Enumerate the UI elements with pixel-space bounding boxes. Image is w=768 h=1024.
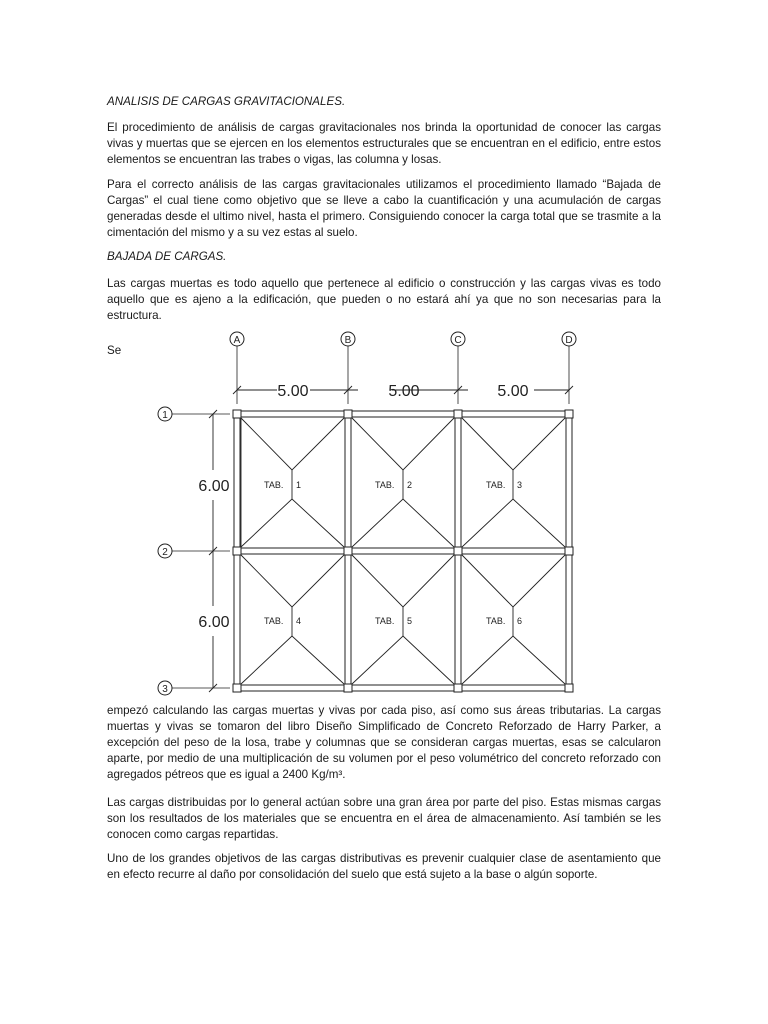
distributed-loads-paragraph: Las cargas distribuidas por lo general actúan sobre una gran área por parte del piso. Estas mismas cargas son los resultados de los materiales que se encuentra en el área de almacenamiento. Así también se les conocen como cargas repartidas. (107, 796, 661, 841)
panel-tab-1 (241, 418, 344, 547)
axis-a (230, 332, 244, 404)
axis-3 (158, 681, 230, 695)
panel-6-number: 6 (517, 616, 523, 626)
axis-2-label: 2 (162, 547, 168, 558)
beam-grid (234, 411, 572, 691)
se-word: Se (107, 344, 122, 357)
panel-tab-2 (352, 418, 454, 547)
panel-1-number: 1 (296, 480, 302, 490)
axis-c (451, 332, 465, 404)
panel-5-label: TAB. (375, 616, 395, 626)
panel-tab-4 (241, 555, 344, 684)
panel-6-label: TAB. (486, 616, 506, 626)
panel-4-label: TAB. (264, 616, 284, 626)
section-subtitle: BAJADA DE CARGAS. (107, 250, 227, 263)
structural-floor-plan (150, 326, 590, 698)
panel-tab-6 (462, 555, 565, 684)
document-title: ANALISIS DE CARGAS GRAVITACIONALES. (107, 95, 346, 108)
axis-d (562, 332, 576, 404)
axis-1-label: 1 (162, 410, 168, 421)
horizontal-dimension-line (233, 383, 573, 400)
panel-tab-3 (462, 418, 565, 547)
axis-3-label: 3 (162, 684, 168, 695)
dimension-ab: 5.00 (277, 383, 309, 400)
axis-2 (158, 544, 230, 558)
axis-d-label: D (565, 335, 573, 346)
panel-1-label: TAB. (264, 480, 284, 490)
axis-b-label: B (344, 335, 352, 346)
axis-c-label: C (454, 335, 462, 346)
dimension-23: 6.00 (198, 614, 230, 631)
row-axes (158, 407, 230, 695)
dimension-bc: 5.00 (388, 383, 420, 400)
panel-3-label: TAB. (486, 480, 506, 490)
columns (233, 410, 573, 692)
axis-b (341, 332, 355, 404)
panel-5-number: 5 (407, 616, 413, 626)
axis-1 (158, 407, 230, 421)
panel-tab-5 (352, 555, 454, 684)
panel-4-number: 4 (296, 616, 302, 626)
panel-3-number: 3 (517, 480, 523, 490)
intro-paragraph: El procedimiento de análisis de cargas gravitacionales nos brinda la oportunidad de conocer las cargas vivas y muertas que se ejercen en los elementos estructurales que se encuentran en el edificio, entre estos elementos se encuentran las trabes o vigas, las columna y losas. (107, 121, 661, 166)
panel-2-label: TAB. (375, 480, 395, 490)
dimension-cd: 5.00 (497, 383, 529, 400)
dimension-12: 6.00 (198, 478, 230, 495)
axis-a-label: A (233, 335, 241, 346)
definition-paragraph: Las cargas muertas es todo aquello que pertenece al edificio o construcción y las cargas vivas es todo aquello que es ajeno a la edificación, que pueden o no estará ahí ya que no son necesarias para la estructura. (107, 277, 661, 322)
procedure-paragraph: Para el correcto análisis de las cargas gravitacionales utilizamos el procedimiento llamado “Bajada de Cargas” el cual tiene como objetivo que se lleve a cabo la cuantificación y una acumulación de cargas generadas desde el ultimo nivel, hasta el primero. Consiguiendo conocer la carga total que se trasmite a la cimentación del mismo y a su vez estas al suelo. (107, 178, 661, 239)
panel-2-number: 2 (407, 480, 413, 490)
continuation-paragraph: empezó calculando las cargas muertas y vivas por cada piso, así como sus áreas tributarias. La cargas muertas y vivas se tomaron del libro Diseño Simplificado de Concreto Reforzado de Harry Parker, a excepción del peso de la losa, trabe y columnas que se consideran cargas muertas, esas se calcularon aparte, por medio de una multiplicación de su volumen por el peso volumétrico del concreto reforzado con agregados pétreos que es igual a 2400 Kg/m³. (107, 704, 661, 781)
objectives-paragraph: Uno de los grandes objetivos de las cargas distributivas es prevenir cualquier clase de asentamiento que en efecto recurre al daño por consolidación del suelo que está sujeto a la base o algún soporte. (107, 852, 661, 881)
